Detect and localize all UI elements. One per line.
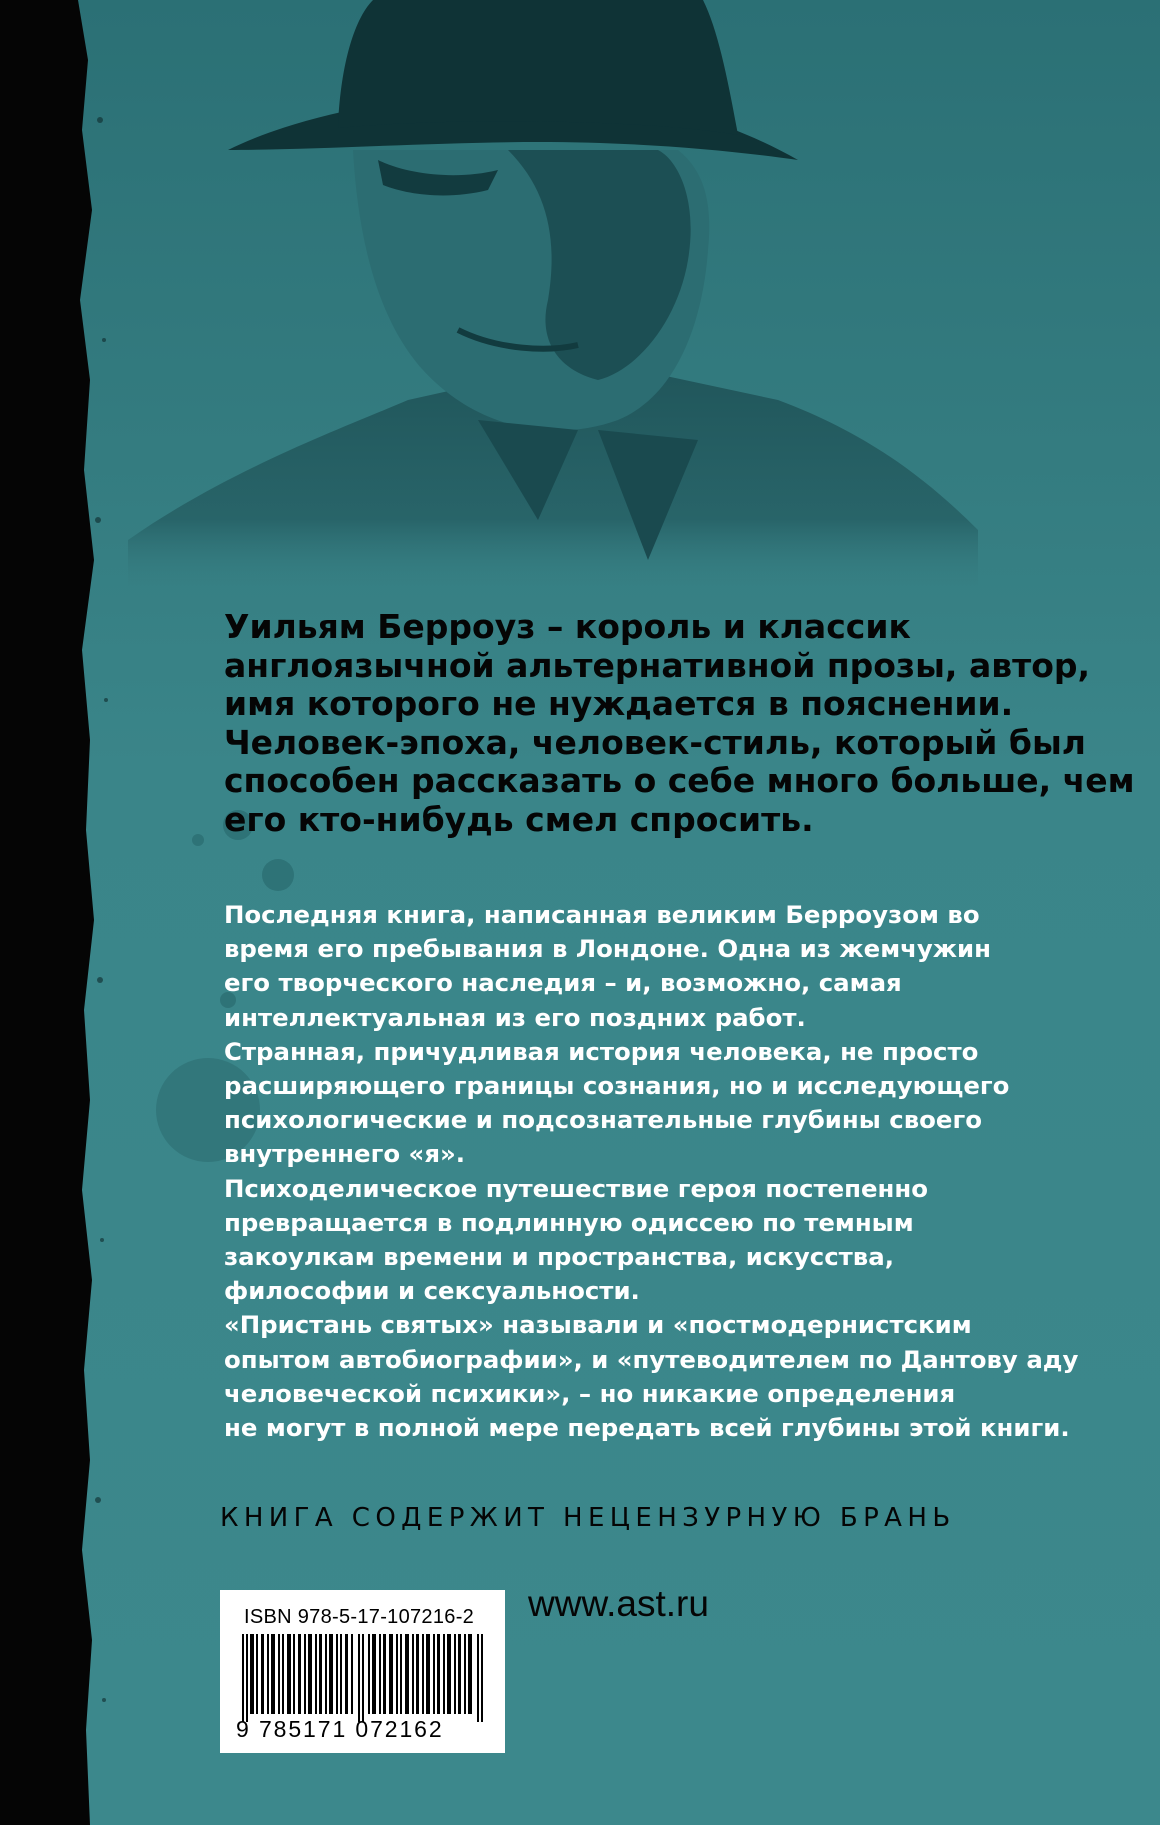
description-line: «Пристань святых» называли и «постмодернистским <box>224 1310 972 1340</box>
description-line: внутреннего «я». <box>224 1139 466 1169</box>
description-line: интеллектуальная из его поздних работ. <box>224 1002 806 1032</box>
lead-line: Человек-эпоха, человек-стиль, который был <box>224 722 1086 762</box>
lead-line: его кто-нибудь смел спросить. <box>224 799 814 839</box>
content-warning: КНИГА СОДЕРЖИТ НЕЦЕНЗУРНУЮ БРАНЬ <box>220 1503 956 1533</box>
description-line: опытом автобиографии», и «путеводителем по Дантову аду <box>224 1344 1079 1374</box>
isbn-block <box>220 1590 505 1753</box>
description-line: его творческого наследия – и, возможно, самая <box>224 968 902 998</box>
description-line: философии и сексуальности. <box>224 1276 640 1306</box>
lead-line: имя которого не нуждается в пояснении. <box>224 684 1014 723</box>
lead-line: способен рассказать о себе много больше, чем <box>224 761 1135 800</box>
description-text <box>224 898 1104 1445</box>
description-line: не могут в полной мере передать всей глубины этой книги. <box>224 1413 1070 1443</box>
description-line: человеческой психики», – но никакие определения <box>224 1378 956 1408</box>
description-line: Психоделическое путешествие героя постепенно <box>224 1173 929 1203</box>
description-line: психологические и подсознательные глубины своего <box>224 1105 982 1135</box>
barcode-icon <box>242 1634 483 1722</box>
description-line: расширяющего границы сознания, но и исследующего <box>224 1071 1010 1101</box>
description-line: время его пребывания в Лондоне. Одна из жемчужин <box>224 934 991 964</box>
description-line: закоулкам времени и пространства, искусства, <box>224 1242 894 1272</box>
lead-paragraph <box>224 607 1135 839</box>
publisher-website[interactable]: www.ast.ru <box>528 1583 709 1624</box>
author-portrait-illustration <box>78 0 1160 600</box>
lead-line: Уильям Берроуз – король и классик <box>224 607 911 646</box>
isbn-label: ISBN 978-5-17-107216-2 <box>244 1606 475 1628</box>
description-line: Последняя книга, написанная великим Берроузом во <box>224 900 980 929</box>
description-line: превращается в подлинную одиссею по темным <box>224 1207 914 1237</box>
lead-line: англоязычной альтернативной прозы, автор, <box>224 645 1091 685</box>
barcode-digits: 9 785171 072162 <box>236 1716 444 1742</box>
description-line: Странная, причудливая история человека, не просто <box>224 1036 979 1066</box>
